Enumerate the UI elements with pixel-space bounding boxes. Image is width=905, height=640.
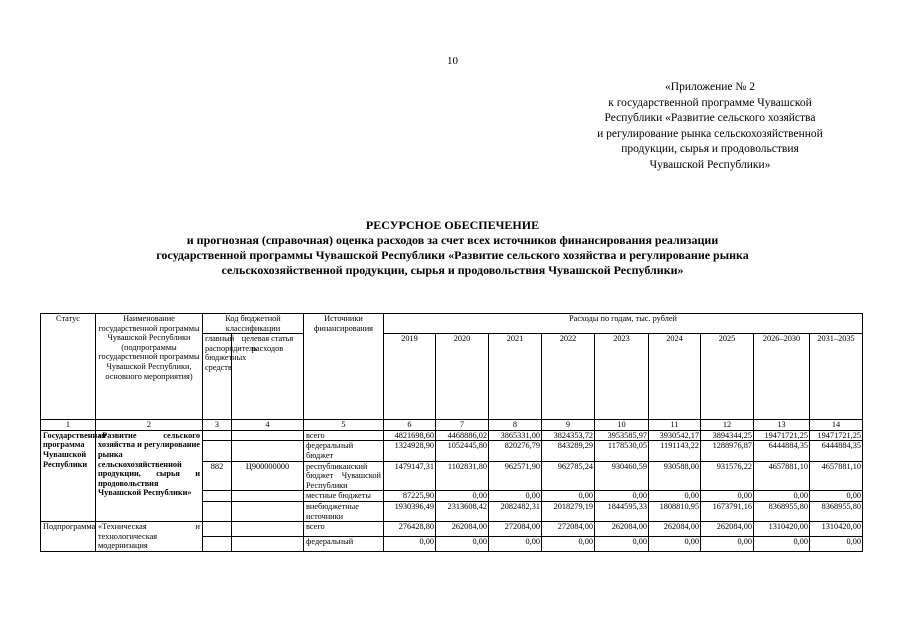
header-year: 2025: [701, 334, 754, 420]
target-cell: [232, 491, 304, 502]
title-main: РЕСУРСНОЕ ОБЕСПЕЧЕНИЕ: [365, 218, 540, 232]
resource-table: [40, 313, 863, 552]
header-year: 2023: [595, 334, 649, 420]
header-year: 2031–2035: [810, 334, 863, 420]
column-number: 11: [649, 420, 701, 431]
value-cell: 1288976,87: [701, 441, 754, 461]
value-cell: 4657881,10: [810, 461, 863, 491]
value-cell: 1310420,00: [810, 522, 863, 537]
value-cell: 262084,00: [701, 522, 754, 537]
column-number: 6: [384, 420, 436, 431]
value-cell: 2018279,19: [542, 501, 595, 521]
column-number: 12: [701, 420, 754, 431]
value-cell: 262084,00: [595, 522, 649, 537]
header-year: 2021: [489, 334, 542, 420]
value-cell: 6444884,35: [810, 441, 863, 461]
value-cell: 1102831,80: [436, 461, 489, 491]
title-line: государственной программы Чувашской Республики «Развитие сельского хозяйства и регулирование рынка: [156, 248, 749, 262]
source-cell: всего: [304, 430, 384, 441]
header-status: Статус: [41, 314, 96, 420]
value-cell: 0,00: [436, 491, 489, 502]
target-cell: [232, 441, 304, 461]
appendix-line: «Приложение № 2: [665, 81, 755, 93]
grbs-cell: [203, 441, 232, 461]
grbs-cell: [203, 430, 232, 441]
column-number-row: [41, 420, 863, 431]
table-row: [41, 430, 863, 441]
appendix-line: Республики «Развитие сельского хозяйства: [604, 112, 816, 124]
column-number: 1: [41, 420, 96, 431]
appendix-line: и регулирование рынка сельскохозяйственной: [597, 127, 823, 140]
grbs-cell: [203, 522, 232, 537]
column-number: 7: [436, 420, 489, 431]
header-name: Наименование государственной программы Чувашской Республики (подпрограммы государственной программы Чувашской Республики, основного мероприятия): [96, 314, 203, 420]
value-cell: 19471721,25: [754, 430, 810, 441]
header-expenses: Расходы по годам, тыс. рублей: [384, 314, 863, 334]
source-cell: внебюджетные источники: [304, 501, 384, 521]
grbs-cell: [203, 491, 232, 502]
value-cell: 1673791,16: [701, 501, 754, 521]
value-cell: 930588,00: [649, 461, 701, 491]
header-sources: Источники финансирования: [304, 314, 384, 420]
value-cell: 1808810,95: [649, 501, 701, 521]
column-number: 5: [304, 420, 384, 431]
value-cell: 0,00: [810, 537, 863, 552]
header-target-article: целевая статья расходов: [232, 334, 304, 420]
value-cell: 1844595,33: [595, 501, 649, 521]
grbs-cell: [203, 537, 232, 552]
value-cell: 1052445,80: [436, 441, 489, 461]
header-year: 2022: [542, 334, 595, 420]
value-cell: 962571,90: [489, 461, 542, 491]
value-cell: 962785,24: [542, 461, 595, 491]
value-cell: 19471721,25: [810, 430, 863, 441]
appendix-line: к государственной программе Чувашской: [608, 96, 812, 109]
value-cell: 8368955,80: [754, 501, 810, 521]
value-cell: 0,00: [436, 537, 489, 552]
value-cell: 262084,00: [436, 522, 489, 537]
column-number: 13: [754, 420, 810, 431]
target-cell: [232, 430, 304, 441]
value-cell: 931576,22: [701, 461, 754, 491]
value-cell: 3894344,25: [701, 430, 754, 441]
appendix-line: Чувашской Республики»: [649, 158, 771, 171]
header-grbs: главный распорядитель бюджетных средств: [203, 334, 232, 420]
value-cell: 0,00: [489, 537, 542, 552]
value-cell: 3930542,17: [649, 430, 701, 441]
subprogram-status: Подпрограмма: [41, 522, 96, 552]
value-cell: 0,00: [701, 537, 754, 552]
target-cell: [232, 522, 304, 537]
column-number: 14: [810, 420, 863, 431]
header-budget-code: Код бюджетной классификации: [203, 314, 304, 334]
value-cell: 262084,00: [649, 522, 701, 537]
column-number: 9: [542, 420, 595, 431]
value-cell: 4657881,10: [754, 461, 810, 491]
value-cell: 3865331,00: [489, 430, 542, 441]
value-cell: 0,00: [754, 491, 810, 502]
value-cell: 2082482,31: [489, 501, 542, 521]
value-cell: 0,00: [754, 537, 810, 552]
grbs-cell: 882: [203, 461, 232, 491]
value-cell: 8368955,80: [810, 501, 863, 521]
title-line: и прогнозная (справочная) оценка расходов за счет всех источников финансирования реализации: [186, 233, 719, 247]
value-cell: 272084,00: [489, 522, 542, 537]
title-line: сельскохозяйственной продукции, сырья и продовольствия Чувашской Республики»: [221, 263, 684, 277]
value-cell: 3824353,72: [542, 430, 595, 441]
header-row: [41, 314, 863, 334]
value-cell: 0,00: [810, 491, 863, 502]
appendix-line: продукции, сырья и продовольствия: [621, 143, 799, 155]
column-number: 2: [96, 420, 203, 431]
value-cell: 0,00: [542, 491, 595, 502]
value-cell: 6444884,35: [754, 441, 810, 461]
value-cell: 1479147,31: [384, 461, 436, 491]
value-cell: 0,00: [701, 491, 754, 502]
value-cell: 1310420,00: [754, 522, 810, 537]
value-cell: 4821698,60: [384, 430, 436, 441]
source-cell: федеральный: [304, 537, 384, 552]
header-year: 2019: [384, 334, 436, 420]
table-row: [41, 522, 863, 537]
value-cell: 4468886,02: [436, 430, 489, 441]
program-name: «Развитие сельского хозяйства и регулирование рынка сельскохозяйственной продукции, сырья и продовольствия Чувашской Республики»: [96, 430, 203, 521]
value-cell: 930460,59: [595, 461, 649, 491]
value-cell: 1324928,90: [384, 441, 436, 461]
subprogram-name: «Техническая и технологическая модернизация: [96, 522, 203, 552]
value-cell: 272084,00: [542, 522, 595, 537]
value-cell: 87225,90: [384, 491, 436, 502]
target-cell: [232, 537, 304, 552]
header-year: 2020: [436, 334, 489, 420]
column-number: 8: [489, 420, 542, 431]
column-number: 3: [203, 420, 232, 431]
grbs-cell: [203, 501, 232, 521]
value-cell: 2313608,42: [436, 501, 489, 521]
value-cell: 276428,80: [384, 522, 436, 537]
column-number: 4: [232, 420, 304, 431]
value-cell: 0,00: [649, 537, 701, 552]
source-cell: республиканский бюджет Чувашской Республики: [304, 461, 384, 491]
header-year: 2026–2030: [754, 334, 810, 420]
value-cell: 0,00: [384, 537, 436, 552]
appendix-note: [560, 80, 860, 173]
target-cell: Ц900000000: [232, 461, 304, 491]
value-cell: 0,00: [542, 537, 595, 552]
target-cell: [232, 501, 304, 521]
value-cell: 0,00: [489, 491, 542, 502]
value-cell: 820276,79: [489, 441, 542, 461]
value-cell: 843289,29: [542, 441, 595, 461]
value-cell: 0,00: [595, 491, 649, 502]
program-status: Государственная программа Чувашской Республики: [41, 430, 96, 521]
source-cell: федеральный бюджет: [304, 441, 384, 461]
value-cell: 1930396,49: [384, 501, 436, 521]
value-cell: 0,00: [595, 537, 649, 552]
source-cell: всего: [304, 522, 384, 537]
value-cell: 1178530,05: [595, 441, 649, 461]
column-number: 10: [595, 420, 649, 431]
value-cell: 1191143,22: [649, 441, 701, 461]
value-cell: 3953585,97: [595, 430, 649, 441]
document-title: [40, 218, 865, 278]
source-cell: местные бюджеты: [304, 491, 384, 502]
value-cell: 0,00: [649, 491, 701, 502]
header-year: 2024: [649, 334, 701, 420]
page-number: 10: [447, 55, 458, 67]
